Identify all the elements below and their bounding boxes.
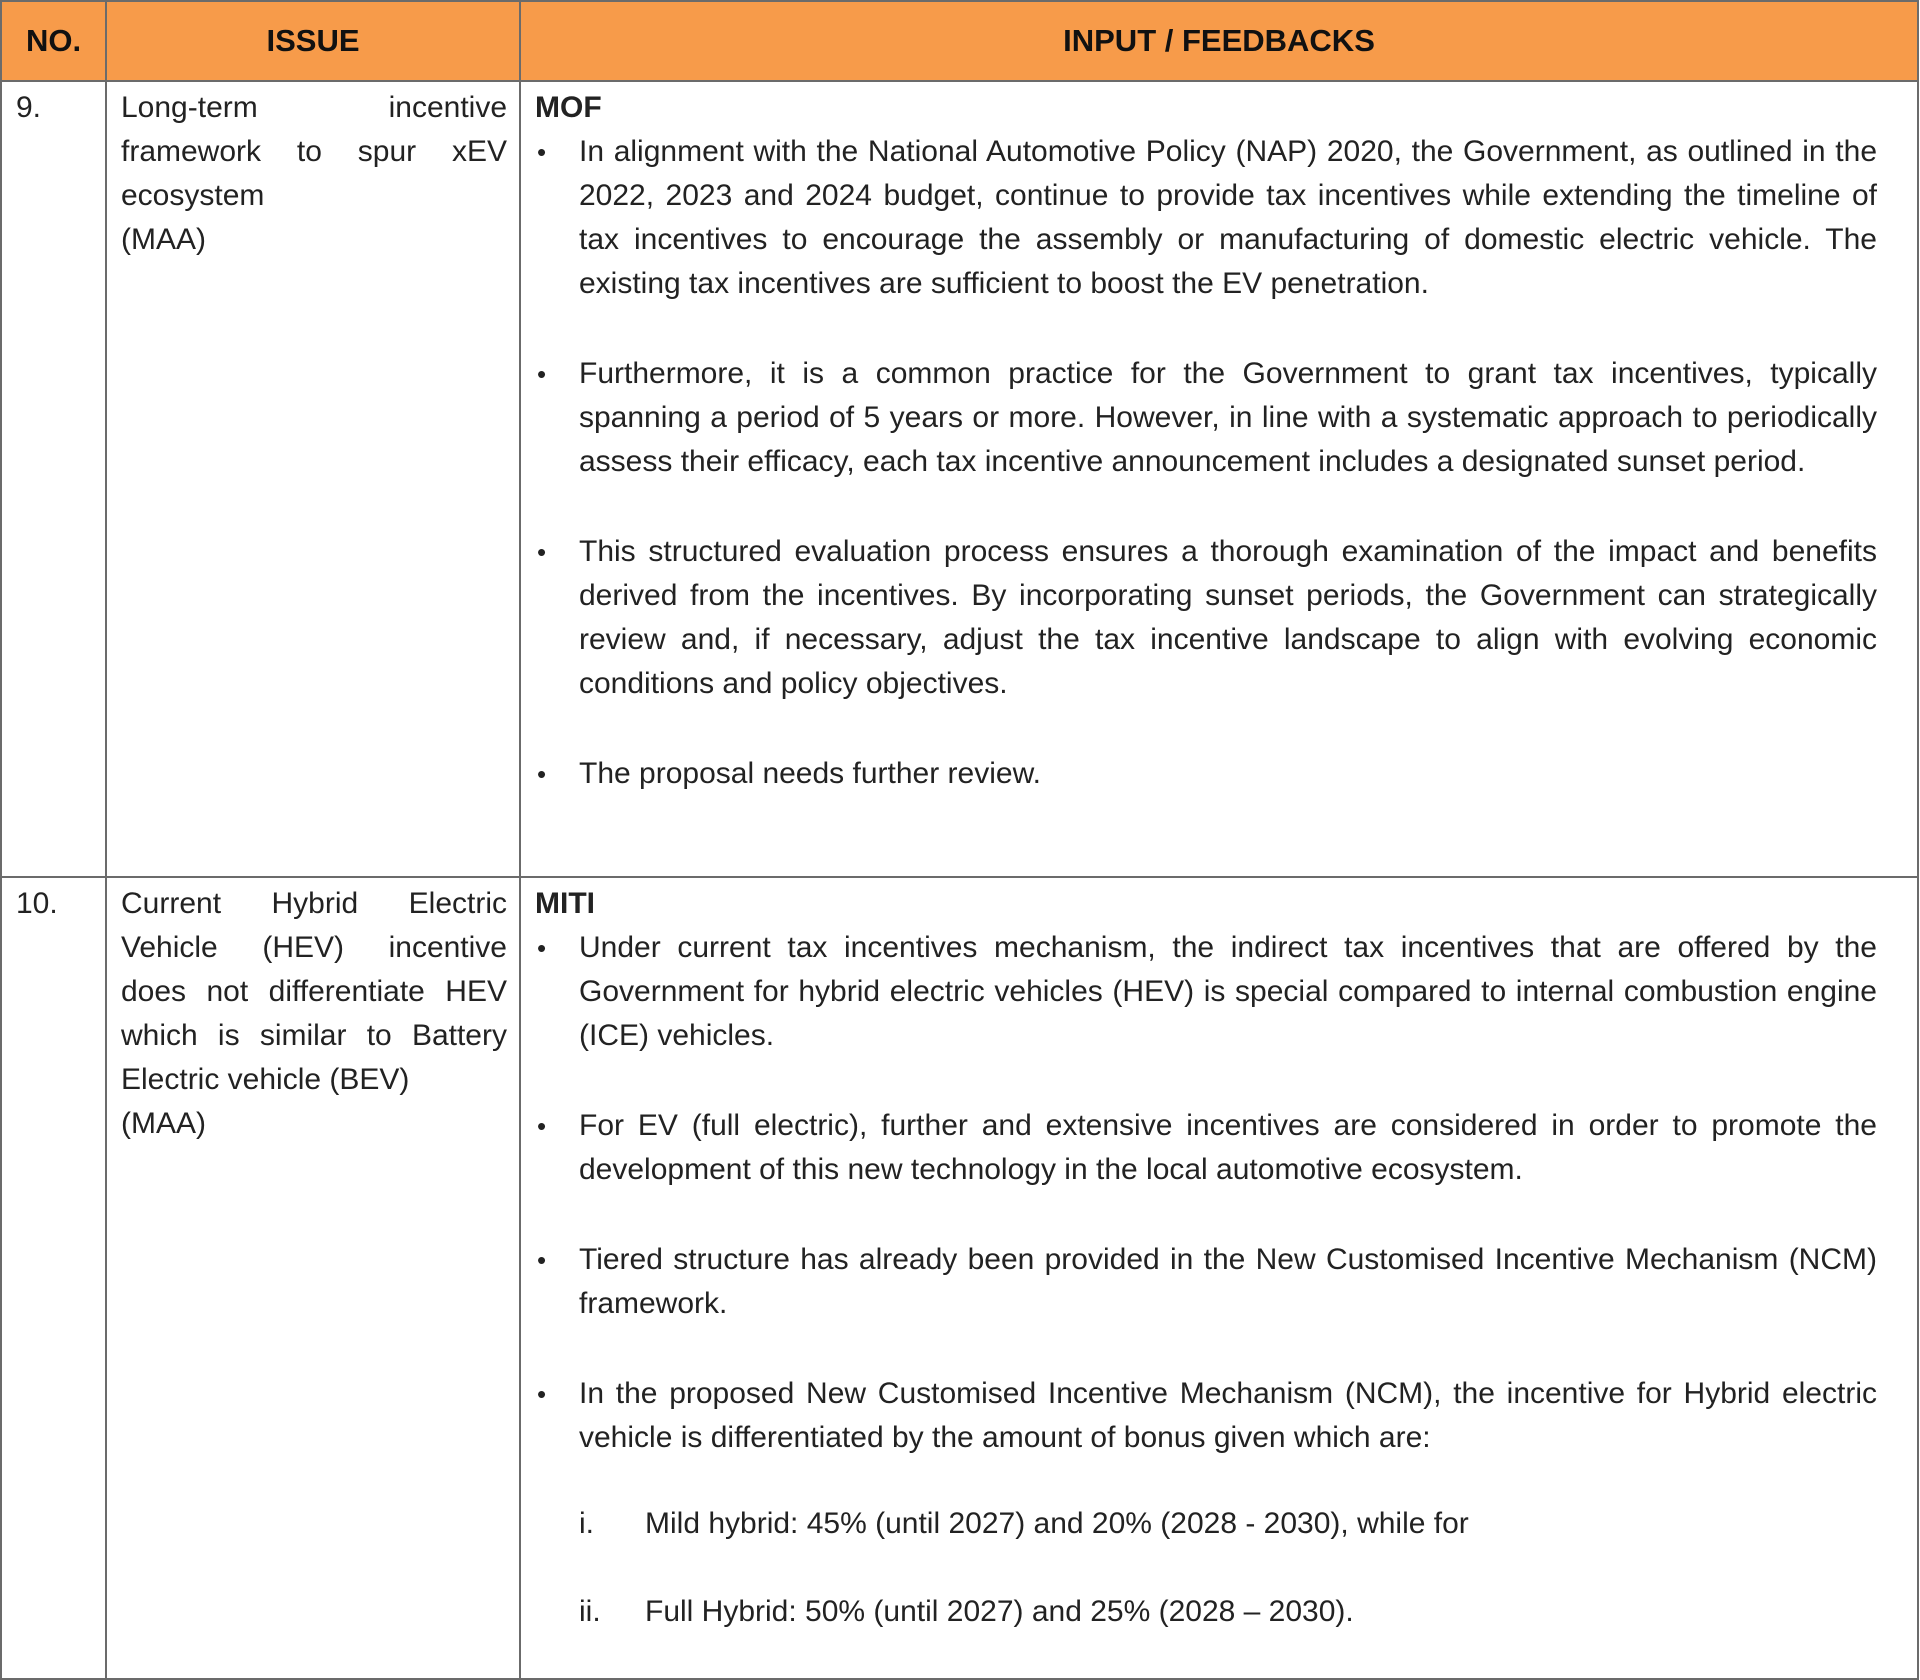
issue-cell xyxy=(106,81,520,877)
issue-source: (MAA) xyxy=(121,1107,206,1140)
list-item: • In the proposed New Customised Incentive Mechanism (NCM), the incentive for Hybrid electric vehicle is differentiated by the amount of bonus given which are: xyxy=(535,1372,1877,1460)
feedback-cell xyxy=(520,877,1918,1679)
list-item: • For EV (full electric), further and extensive incentives are considered in order to promote the development of this new technology in the local automotive ecosystem. xyxy=(535,1104,1877,1192)
header-no: NO. xyxy=(1,1,106,81)
sub-item-text: Full Hybrid: 50% (until 2027) and 25% (2028 – 2030). xyxy=(645,1595,1354,1628)
list-item: • In alignment with the National Automotive Policy (NAP) 2020, the Government, as outlined in the 2022, 2023 and 2024 budget, continue to provide tax incentives while extending the timeline of tax incentives to encourage the assembly or manufacturing of domestic electric vehicle. The existing tax incentives are sufficient to boost the EV penetration. xyxy=(535,130,1877,306)
list-item: • This structured evaluation process ensures a thorough examination of the impact and benefits derived from the incentives. By incorporating sunset periods, the Government can strategically review and, if necessary, adjust the tax incentive landscape to align with evolving economic conditions and policy objectives. xyxy=(535,530,1877,706)
table-row xyxy=(1,877,1918,1679)
sub-list-item xyxy=(579,1590,1877,1634)
issue-cell xyxy=(106,877,520,1679)
sub-item-marker: i. xyxy=(579,1507,594,1540)
issue-text: Long-term incentive framework to spur xEV ecosystem xyxy=(121,91,507,212)
table-row xyxy=(1,81,1918,877)
list-item: • The proposal needs further review. xyxy=(535,752,1877,796)
sub-list-item xyxy=(579,1502,1877,1546)
sub-item-marker: ii. xyxy=(579,1595,601,1628)
agency-label: MOF xyxy=(535,91,602,124)
row-number: 9. xyxy=(1,81,106,877)
feedback-cell xyxy=(520,81,1918,877)
row-number: 10. xyxy=(1,877,106,1679)
feedback-list xyxy=(535,130,1877,796)
list-item: • Under current tax incentives mechanism, the indirect tax incentives that are offered by the Government for hybrid electric vehicles (HEV) is special compared to internal combustion engine (ICE) vehicles. xyxy=(535,926,1877,1058)
issue-text: Current Hybrid Electric Vehicle (HEV) incentive does not differentiate HEV which is similar to Battery Electric vehicle (BEV) xyxy=(121,887,507,1096)
list-item: • Tiered structure has already been provided in the New Customised Incentive Mechanism (NCM) framework. xyxy=(535,1238,1877,1326)
issue-source: (MAA) xyxy=(121,223,206,256)
list-item: • Furthermore, it is a common practice for the Government to grant tax incentives, typically spanning a period of 5 years or more. However, in line with a systematic approach to periodically assess their efficacy, each tax incentive announcement includes a designated sunset period. xyxy=(535,352,1877,484)
header-issue: ISSUE xyxy=(106,1,520,81)
sub-item-list xyxy=(579,1502,1877,1634)
table-header-row xyxy=(1,1,1918,81)
header-feedback: INPUT / FEEDBACKS xyxy=(520,1,1918,81)
agency-label: MITI xyxy=(535,887,595,920)
feedback-list xyxy=(535,926,1877,1460)
sub-item-text: Mild hybrid: 45% (until 2027) and 20% (2028 - 2030), while for xyxy=(645,1507,1469,1540)
